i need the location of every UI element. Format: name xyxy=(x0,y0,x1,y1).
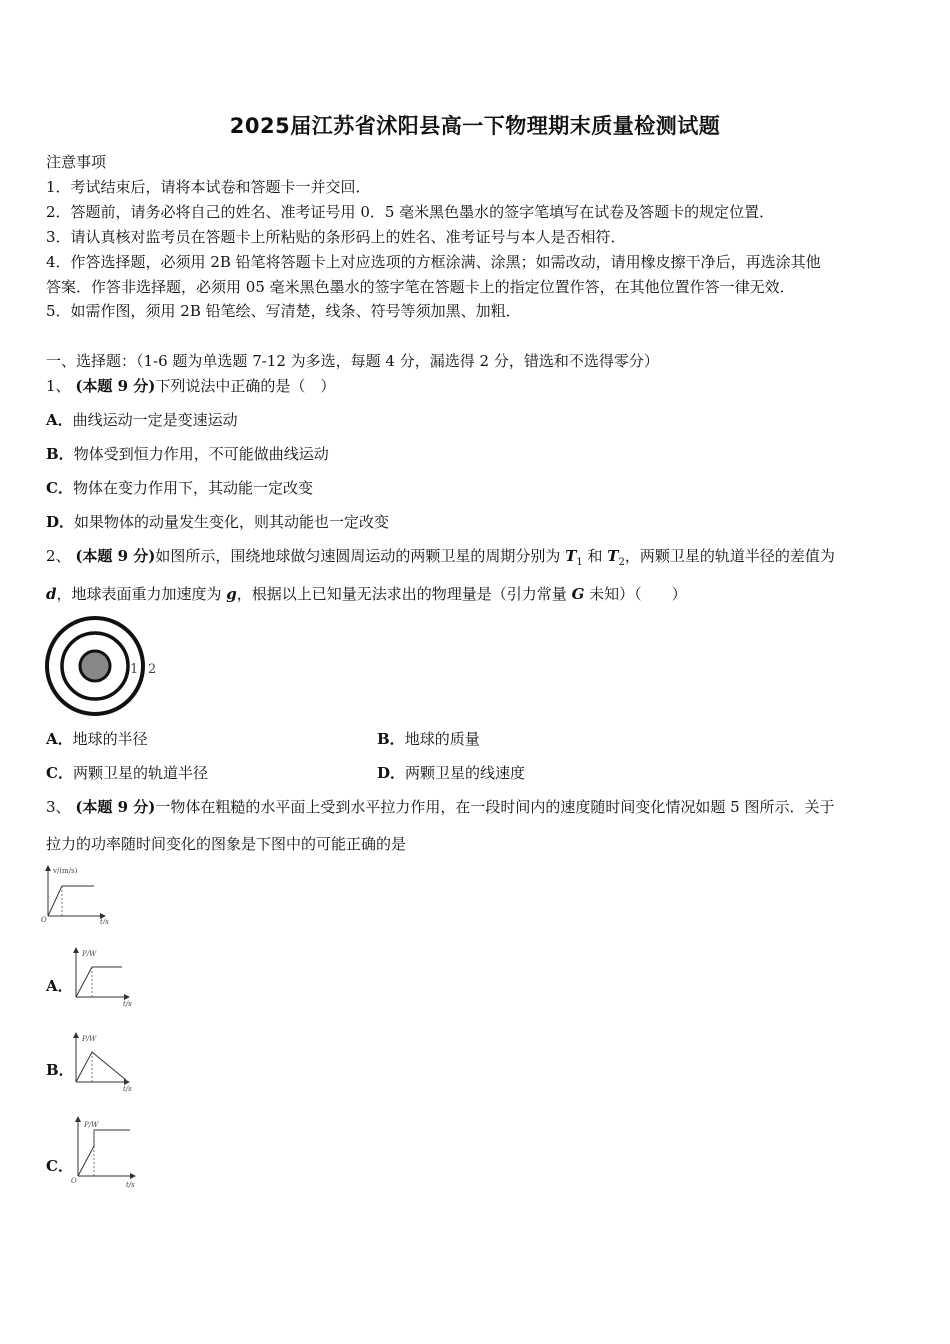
orbit-figure xyxy=(40,616,170,716)
pt-y-axis-label: P/W xyxy=(82,950,97,958)
q3-option-a-graph xyxy=(68,945,143,1010)
q3-option-c-graph xyxy=(68,1112,148,1192)
q1-option-d: D．如果物体的动量发生变化，则其动能也一定改变 xyxy=(46,513,390,531)
q3-option-b-graph xyxy=(68,1030,143,1095)
notice-item: 答案．作答非选择题，必须用 05 毫米黑色墨水的签字笔在答题卡上的指定位置作答，在其他位置作答一律无效． xyxy=(46,278,795,296)
question-text: 下列说法中正确的是（ ） xyxy=(155,377,336,395)
q3-option-a-label: A． xyxy=(46,977,73,995)
question-3-stem-line1: 3、 (本题 9 分)一物体在粗糙的水平面上受到水平拉力作用，在一段时间内的速度随时间变化情况如题 5 图所示．关于 xyxy=(46,798,835,816)
pt-y-axis-label: P/W xyxy=(84,1121,99,1129)
orbit-label-2: 2 xyxy=(148,662,157,677)
q1-option-b: B．物体受到恒力作用，不可能做曲线运动 xyxy=(46,445,329,463)
vt-x-axis-label: t/s xyxy=(100,918,109,924)
pt-y-axis-label: P/W xyxy=(82,1035,97,1043)
notice-item: 3．请认真核对监考员在答题卡上所粘贴的条形码上的姓名、准考证号与本人是否相符． xyxy=(46,228,626,246)
velocity-time-graph xyxy=(40,864,120,924)
question-number: 2、 xyxy=(46,547,71,565)
question-score: (本题 9 分) xyxy=(75,547,156,565)
notice-item: 2．答题前，请务必将自己的姓名、准考证号用 0．5 毫米黑色墨水的签字笔填写在试卷及答题卡的规定位置． xyxy=(46,203,775,221)
notice-heading: 注意事项 xyxy=(46,153,107,171)
q3-option-c-label: C． xyxy=(46,1157,73,1175)
notice-item: 4．作答选择题，必须用 2B 铅笔将答题卡上对应选项的方框涂满、涂黑；如需改动，请用橡皮擦干净后，再选涂其他 xyxy=(46,253,821,271)
pt-x-axis-label: t/s xyxy=(126,1181,135,1189)
question-number: 3、 xyxy=(46,798,71,816)
q2-option-d: D．两颗卫星的线速度 xyxy=(377,764,526,782)
vt-y-axis-label: v/(m/s) xyxy=(53,867,78,875)
question-2-stem-line2: d，地球表面重力加速度为 g，根据以上已知量无法求出的物理量是（引力常量 G 未知）（ ） xyxy=(46,585,687,603)
question-2-stem-line1: 2、 (本题 9 分)如图所示，围绕地球做匀速圆周运动的两颗卫星的周期分别为 $T_1$ 和 $T_2$，两颗卫星的轨道半径的差值为 xyxy=(46,547,835,568)
question-1-stem xyxy=(46,375,335,397)
pt-x-axis-label: t/s xyxy=(123,1000,132,1008)
question-3-stem-line2: 拉力的功率随时间变化的图象是下图中的可能正确的是 xyxy=(46,835,407,853)
q3-option-b-label: B． xyxy=(46,1061,74,1079)
pt-x-axis-label: t/s xyxy=(123,1085,132,1093)
q1-option-c: C．物体在变力作用下，其动能一定改变 xyxy=(46,479,313,497)
question-score: (本题 9 分) xyxy=(75,377,156,395)
question-score: (本题 9 分) xyxy=(75,798,156,816)
orbit-label-1: 1 xyxy=(130,662,139,677)
notice-item: 5．如需作图，须用 2B 铅笔绘、写清楚，线条、符号等须加黑、加粗． xyxy=(46,302,521,320)
q1-option-a: A．曲线运动一定是变速运动 xyxy=(46,411,238,429)
notice-item: 1．考试结束后，请将本试卷和答题卡一并交回． xyxy=(46,178,371,196)
question-number: 1、 xyxy=(46,377,71,395)
earth xyxy=(80,651,110,681)
section-heading: 一、选择题：（1-6 题为单选题 7-12 为多选，每题 4 分，漏选得 2 分，错选和不选得零分） xyxy=(46,352,659,370)
q2-option-a: A．地球的半径 xyxy=(46,730,148,748)
pt-origin: O xyxy=(71,1177,77,1185)
page-title: 2025届江苏省沭阳县高一下物理期末质量检测试题 xyxy=(229,114,721,138)
vt-origin: O xyxy=(41,916,47,924)
q2-option-c: C．两颗卫星的轨道半径 xyxy=(46,764,208,782)
q2-option-b: B．地球的质量 xyxy=(377,730,480,748)
